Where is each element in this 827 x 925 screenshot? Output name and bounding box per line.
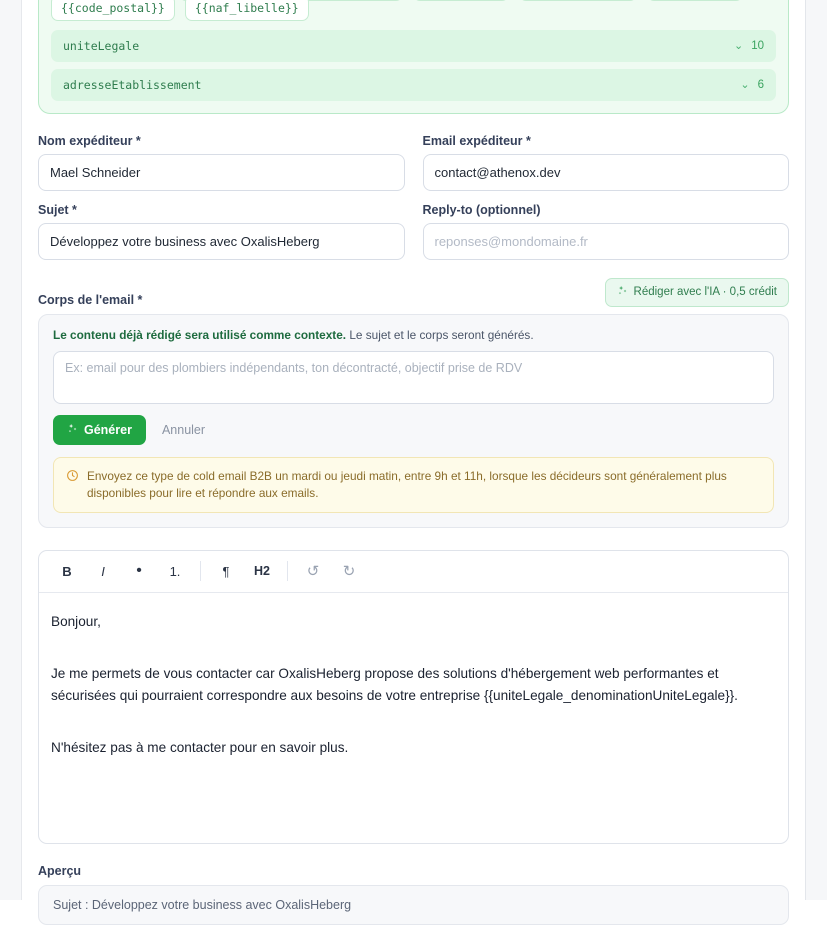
sender-name-input[interactable]: [38, 154, 405, 191]
main-content: [23, 0, 804, 912]
undo-button[interactable]: ↺: [299, 557, 327, 585]
field-sender-email: [423, 134, 790, 191]
reply-to-label: Reply-to (optionnel): [422, 203, 541, 217]
subject-label: Sujet *: [38, 203, 77, 217]
sender-email-label: Email expéditeur *: [422, 134, 531, 148]
sender-form-grid: [38, 134, 789, 272]
email-body-label: Corps de l'email *: [38, 292, 143, 307]
variable-group-count: 10: [751, 40, 764, 52]
variable-group-meta: [734, 40, 764, 52]
variable-groups: [51, 30, 776, 101]
variable-group-row[interactable]: [51, 30, 776, 62]
variable-chip[interactable]: [519, 0, 637, 1]
ai-prompt-textarea[interactable]: [53, 351, 774, 404]
editor-toolbar: [39, 551, 788, 593]
reply-to-input[interactable]: [423, 223, 790, 260]
sender-email-input[interactable]: [423, 154, 790, 191]
right-gutter: [805, 0, 827, 900]
numbered-list-button[interactable]: 1.: [161, 557, 189, 585]
chevron-down-icon: ⌄: [740, 78, 750, 91]
write-with-ai-button[interactable]: [605, 278, 789, 307]
generate-label: Générer: [84, 422, 132, 437]
generate-button[interactable]: [53, 415, 146, 445]
timing-tip-text: Envoyez ce type de cold email B2B un mardi ou jeudi matin, entre 9h et 11h, lorsque les décideurs sont généralement plus disponibles pour lire et répondre aux emails.: [87, 468, 727, 500]
sender-name-label: Nom expéditeur *: [38, 134, 141, 148]
sparkles-icon: [617, 285, 628, 300]
left-gutter: [0, 0, 22, 900]
variable-chip[interactable]: [413, 0, 509, 1]
variable-group-count: 6: [757, 79, 764, 91]
email-body-header: [38, 278, 789, 307]
variable-group-name: adresseEtablissement: [63, 78, 202, 92]
variables-panel: [38, 0, 789, 114]
variable-chip-row: [51, 0, 776, 21]
paragraph-button[interactable]: ¶: [212, 557, 240, 585]
ai-context-hint: [53, 328, 774, 342]
subject-input[interactable]: [38, 223, 405, 260]
cancel-button[interactable]: Annuler: [161, 422, 206, 437]
sparkles-icon: [67, 423, 78, 437]
rich-text-editor: [38, 550, 789, 844]
separator-2: [287, 561, 288, 581]
ai-generation-panel: [38, 314, 789, 528]
separator-1: [200, 561, 201, 581]
variable-chip[interactable]: [647, 0, 743, 1]
redo-button[interactable]: ↻: [335, 557, 363, 585]
ai-context-hint-strong: Le contenu déjà rédigé sera utilisé comme contexte.: [53, 327, 347, 342]
field-subject: [38, 203, 405, 260]
variable-group-name: uniteLegale: [63, 39, 140, 53]
bullet-list-button[interactable]: •: [125, 557, 153, 585]
timing-tip-banner: [53, 457, 774, 513]
italic-button[interactable]: I: [89, 557, 117, 585]
preview-box: [38, 885, 789, 925]
editor-paragraph: Bonjour,: [51, 613, 101, 629]
ai-context-hint-rest: Le sujet et le corps seront générés.: [346, 327, 534, 342]
editor-content-area[interactable]: [39, 593, 788, 843]
write-with-ai-label: Rédiger avec l'IA · 0,5 crédit: [633, 286, 777, 299]
variable-group-row[interactable]: [51, 69, 776, 101]
preview-label: Aperçu: [38, 863, 82, 878]
field-sender-name: [38, 134, 405, 191]
variable-chip[interactable]: {{code_postal}}: [51, 0, 175, 21]
variable-chip[interactable]: {{naf_libelle}}: [185, 0, 309, 21]
bold-button[interactable]: B: [53, 557, 81, 585]
preview-subject-line: Sujet : Développez votre business avec OxalisHeberg: [53, 897, 352, 912]
field-reply-to: [423, 203, 790, 260]
clock-icon: [66, 469, 79, 487]
heading-2-button[interactable]: H2: [248, 557, 276, 585]
chevron-down-icon: ⌄: [733, 39, 744, 52]
editor-paragraph: N'hésitez pas à me contacter pour en savoir plus.: [51, 739, 349, 755]
editor-paragraph: Je me permets de vous contacter car OxalisHeberg propose des solutions d'hébergement web performantes et sécurisées qui pourraient correspondre aux besoins de votre entreprise {{uniteLegale_denominationUniteLegale}}.: [51, 665, 738, 703]
variable-group-meta: [740, 79, 764, 91]
ai-actions-row: [53, 415, 774, 445]
